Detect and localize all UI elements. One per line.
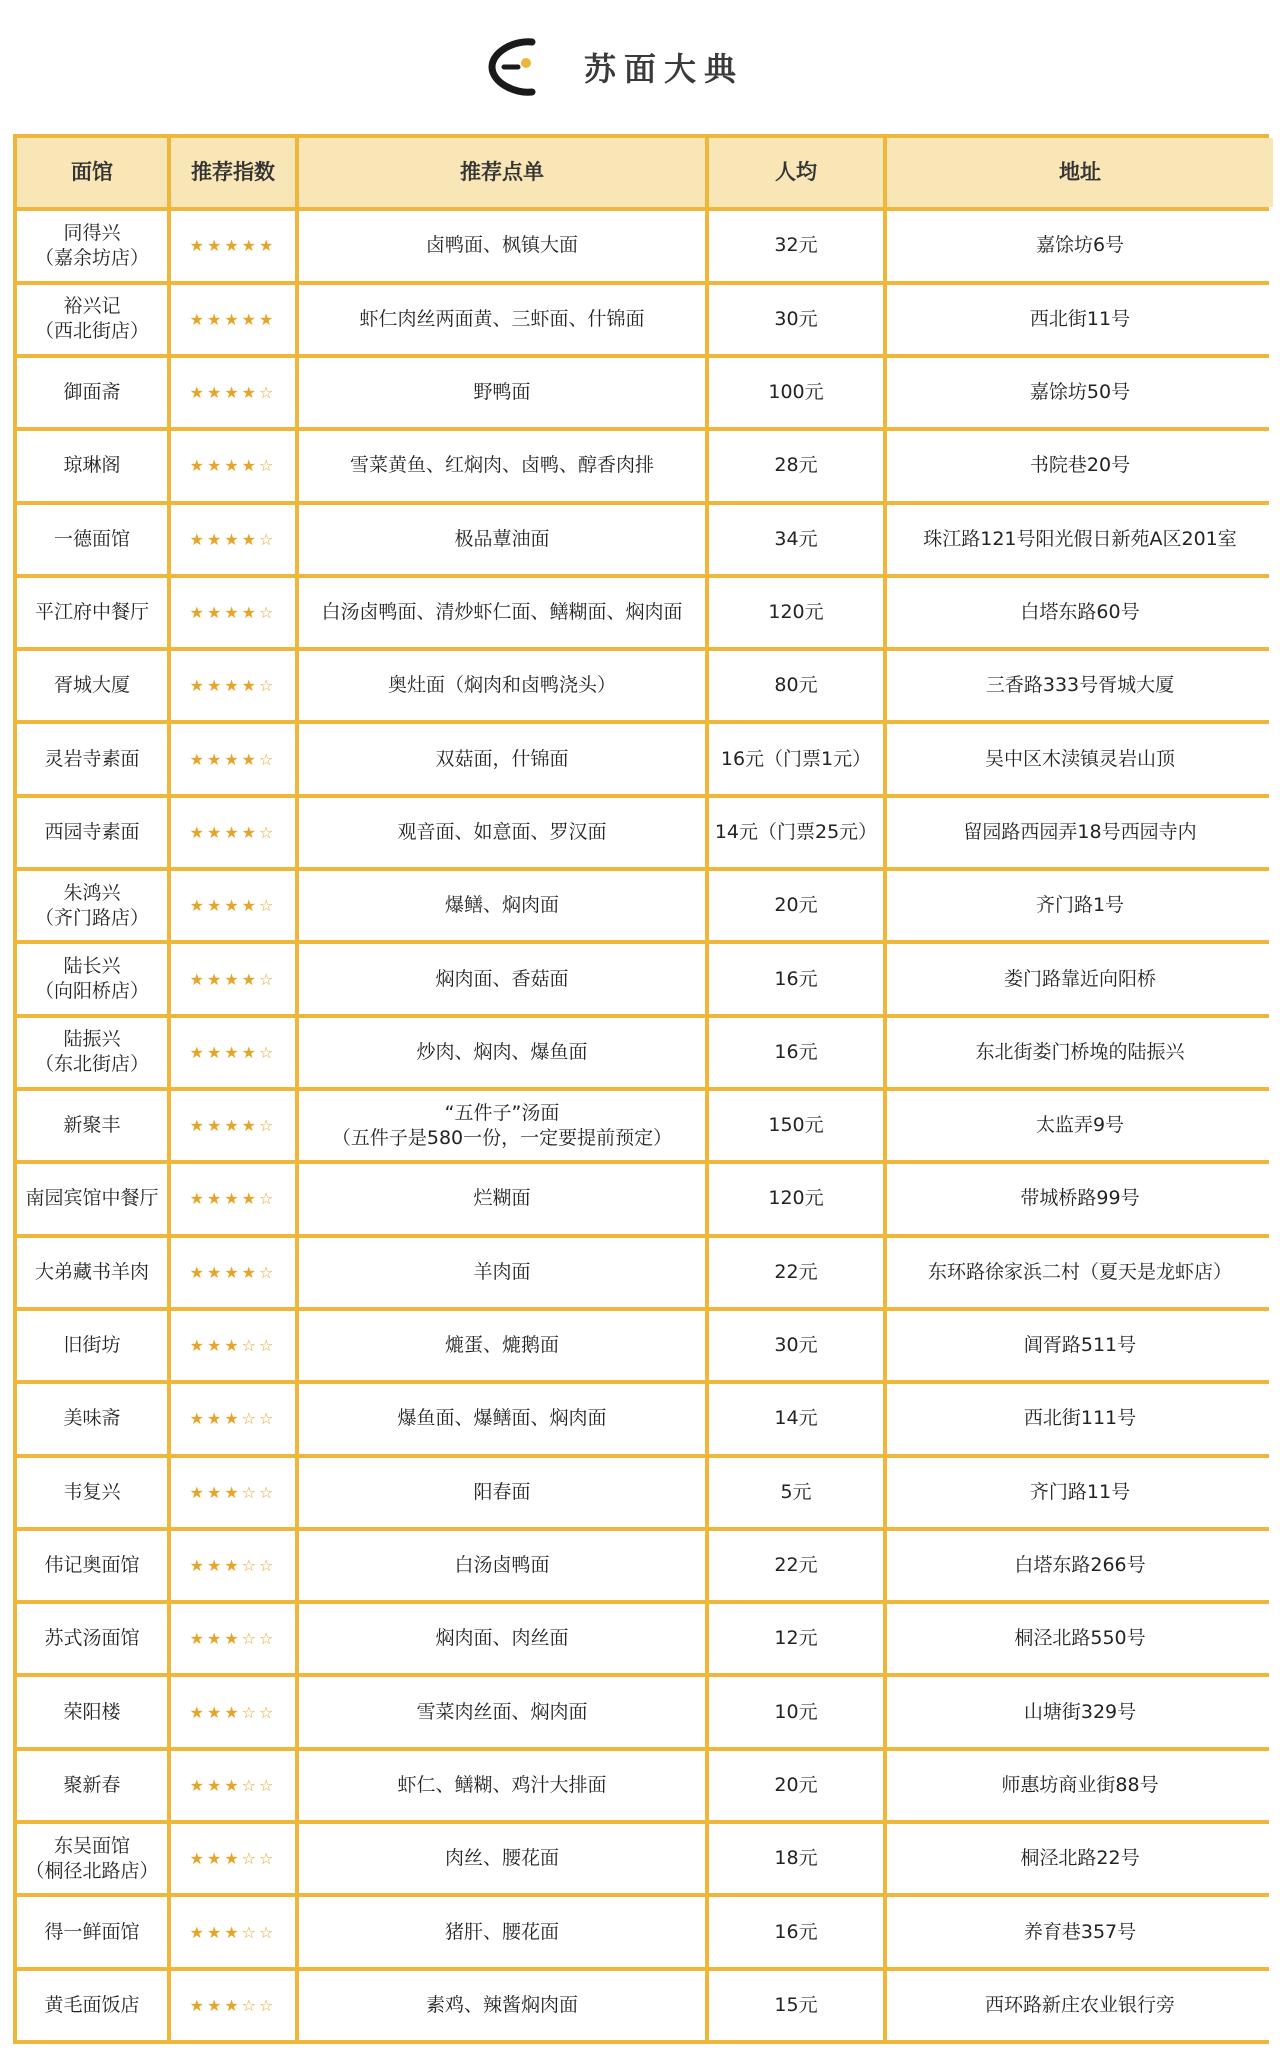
price-cell: 10元 [709,1677,883,1746]
dishes-cell [299,285,705,354]
price-cell: 22元 [709,1238,883,1307]
price-cell: 120元 [709,578,883,647]
shop-name-cell [17,724,167,793]
dishes: “五件子”汤面 [444,1101,560,1124]
rating-stars: ★★★★☆ [171,1164,295,1233]
address-cell: 白塔东路266号 [887,1531,1273,1600]
address-cell: 阊胥路511号 [887,1311,1273,1380]
price-cell: 14元 [709,1384,883,1453]
address-cell: 珠江路121号阳光假日新苑A区201室 [887,505,1273,574]
dishes-cell [299,1018,705,1087]
rating-stars: ★★★☆☆ [171,1971,295,2040]
dishes: 白汤卤鸭面 [454,1553,550,1576]
dishes: 羊肉面 [473,1260,531,1283]
shop-name: 朱鸿兴 [63,881,121,904]
dishes-cell [299,724,705,793]
dishes: 虾仁、鳝糊、鸡汁大排面 [397,1773,607,1796]
shop-name: 裕兴记 [63,295,121,318]
rating-stars: ★★★☆☆ [171,1384,295,1453]
rating-stars: ★★★☆☆ [171,1677,295,1746]
dishes-cell [299,1238,705,1307]
shop-name: 灵岩寺素面 [44,747,140,770]
price-cell: 22元 [709,1531,883,1600]
price-cell: 32元 [709,211,883,280]
dishes: 雪菜肉丝面、焖肉面 [416,1700,588,1723]
dishes: 虾仁肉丝两面黄、三虾面、什锦面 [359,307,645,330]
dishes-cell [299,431,705,500]
rating-stars: ★★★★☆ [171,1018,295,1087]
address-cell: 太监弄9号 [887,1091,1273,1160]
shop-name: 一德面馆 [53,527,130,550]
shop-name: 得一鲜面馆 [44,1920,140,1943]
rating-stars: ★★★☆☆ [171,1458,295,1527]
dishes-cell [299,1971,705,2040]
dishes: 熝蛋、熝鹅面 [444,1334,559,1357]
dishes: 奥灶面（焖肉和卤鸭浇头） [387,674,616,697]
dishes: 肉丝、腰花面 [444,1847,559,1870]
dishes-cell [299,578,705,647]
shop-name: 南园宾馆中餐厅 [25,1187,159,1210]
rating-stars: ★★★★☆ [171,724,295,793]
dishes-cell [299,1897,705,1966]
shop-name-cell [17,1677,167,1746]
shop-name-cell [17,1604,167,1673]
shop-name-cell [17,871,167,940]
dishes: 雪菜黄鱼、红焖肉、卤鸭、醇香肉排 [349,454,654,477]
dishes-cell [299,1458,705,1527]
shop-name-cell [17,1824,167,1893]
shop-name-cell [17,1238,167,1307]
dishes: 卤鸭面、枫镇大面 [425,234,578,257]
shop-name: 黄毛面饭店 [44,1993,140,2016]
shop-name: 同得兴 [63,221,121,244]
dishes-cell [299,1311,705,1380]
address-cell: 养育巷357号 [887,1897,1273,1966]
shop-name-cell [17,1164,167,1233]
shop-name: 琼琳阁 [63,454,121,477]
dishes-cell [299,651,705,720]
dishes: 焖肉面、香菇面 [435,967,569,990]
dishes: 阳春面 [473,1480,531,1503]
price-cell: 20元 [709,871,883,940]
price-cell: 14元（门票25元） [709,798,883,867]
price-cell: 16元（门票1元） [709,724,883,793]
shop-name-cell [17,211,167,280]
shop-name-cell [17,944,167,1013]
rating-stars: ★★★☆☆ [171,1311,295,1380]
price-cell: 5元 [709,1458,883,1527]
shop-name: 苏式汤面馆 [44,1627,140,1650]
address-cell: 吴中区木渎镇灵岩山顶 [887,724,1273,793]
shop-name: 陆长兴 [63,955,121,978]
dishes-cell [299,798,705,867]
price-cell: 16元 [709,1018,883,1087]
shop-name: 韦复兴 [63,1480,121,1503]
shop-name-cell [17,578,167,647]
address-cell: 齐门路1号 [887,871,1273,940]
price-cell: 34元 [709,505,883,574]
address-cell: 带城桥路99号 [887,1164,1273,1233]
dishes-cell [299,1677,705,1746]
dishes: 爆鱼面、爆鳝面、焖肉面 [397,1407,607,1430]
rating-stars: ★★★★☆ [171,1091,295,1160]
shop-name-cell [17,1458,167,1527]
fish-logo-icon [484,36,546,98]
rating-stars: ★★★★☆ [171,944,295,1013]
price-cell: 12元 [709,1604,883,1673]
header-address: 地址 [887,138,1273,207]
rating-stars: ★★★★☆ [171,358,295,427]
address-cell: 齐门路11号 [887,1458,1273,1527]
shop-name-cell [17,431,167,500]
address-cell: 西环路新庄农业银行旁 [887,1971,1273,2040]
address-cell: 桐泾北路550号 [887,1604,1273,1673]
rating-stars: ★★★★☆ [171,431,295,500]
rating-stars: ★★★★☆ [171,871,295,940]
rating-stars: ★★★★☆ [171,578,295,647]
dishes-cell [299,1164,705,1233]
shop-name-cell [17,798,167,867]
rating-stars: ★★★★☆ [171,798,295,867]
shop-name-cell [17,1531,167,1600]
noodle-table [13,134,1269,2044]
shop-name: 大弟藏书羊肉 [34,1260,149,1283]
dishes-note: （五件子是580一份，一定要提前预定） [331,1126,673,1149]
address-cell: 书院巷20号 [887,431,1273,500]
dishes: 爆鳝、焖肉面 [444,894,559,917]
dishes: 极品蕈油面 [454,527,550,550]
shop-name: 美味斋 [63,1407,121,1430]
rating-stars: ★★★☆☆ [171,1897,295,1966]
price-cell: 16元 [709,944,883,1013]
shop-name-cell [17,285,167,354]
shop-name-cell [17,1384,167,1453]
address-cell: 留园路西园弄18号西园寺内 [887,798,1273,867]
shop-name: 新聚丰 [63,1114,121,1137]
price-cell: 30元 [709,1311,883,1380]
dishes-cell [299,211,705,280]
rating-stars: ★★★☆☆ [171,1751,295,1820]
shop-name: 西园寺素面 [44,820,140,843]
page-title: 苏面大典 [584,50,745,88]
shop-name: 胥城大厦 [53,674,130,697]
shop-name: 荣阳楼 [63,1700,121,1723]
price-cell: 15元 [709,1971,883,2040]
shop-name: 伟记奥面馆 [44,1553,140,1576]
address-cell: 三香路333号胥城大厦 [887,651,1273,720]
price-cell: 100元 [709,358,883,427]
price-cell: 20元 [709,1751,883,1820]
shop-name-cell [17,1751,167,1820]
rating-stars: ★★★★★ [171,285,295,354]
price-cell: 28元 [709,431,883,500]
dishes-cell [299,944,705,1013]
dishes: 焖肉面、肉丝面 [435,1627,569,1650]
header-dishes: 推荐点单 [299,138,705,207]
shop-branch: （齐门路店） [34,906,149,929]
rating-stars: ★★★★☆ [171,505,295,574]
rating-stars: ★★★★☆ [171,651,295,720]
rating-stars: ★★★★★ [171,211,295,280]
address-cell: 山塘街329号 [887,1677,1273,1746]
dishes: 野鸭面 [473,381,531,404]
address-cell: 师惠坊商业街88号 [887,1751,1273,1820]
price-cell: 18元 [709,1824,883,1893]
address-cell: 东北街娄门桥堍的陆振兴 [887,1018,1273,1087]
header-rating: 推荐指数 [171,138,295,207]
price-cell: 150元 [709,1091,883,1160]
price-cell: 16元 [709,1897,883,1966]
dishes: 观音面、如意面、罗汉面 [397,820,607,843]
dishes-cell [299,1531,705,1600]
price-cell: 120元 [709,1164,883,1233]
rating-stars: ★★★☆☆ [171,1824,295,1893]
address-cell: 东环路徐家浜二村（夏天是龙虾店） [887,1238,1273,1307]
shop-name-cell [17,651,167,720]
dishes: 炒肉、焖肉、爆鱼面 [416,1040,588,1063]
rating-stars: ★★★☆☆ [171,1604,295,1673]
dishes-cell [299,1824,705,1893]
dishes-cell [299,505,705,574]
address-cell: 西北街11号 [887,285,1273,354]
shop-name: 旧街坊 [63,1334,121,1357]
header-price: 人均 [709,138,883,207]
price-cell: 30元 [709,285,883,354]
shop-branch: （桐径北路店） [25,1859,159,1882]
address-cell: 西北街111号 [887,1384,1273,1453]
shop-name-cell [17,1018,167,1087]
shop-name-cell [17,1311,167,1380]
rating-stars: ★★★☆☆ [171,1531,295,1600]
rating-stars: ★★★★☆ [171,1238,295,1307]
shop-name: 聚新春 [63,1773,121,1796]
shop-name: 御面斋 [63,381,121,404]
dishes: 猪肝、腰花面 [444,1920,559,1943]
dishes: 素鸡、辣酱焖肉面 [425,1993,578,2016]
address-cell: 白塔东路60号 [887,578,1273,647]
shop-name: 陆振兴 [63,1028,121,1051]
page-header [0,0,1280,130]
shop-name: 东吴面馆 [53,1834,130,1857]
address-cell: 桐泾北路22号 [887,1824,1273,1893]
shop-branch: （嘉余坊店） [34,246,149,269]
dishes-cell [299,1604,705,1673]
address-cell: 娄门路靠近向阳桥 [887,944,1273,1013]
dishes-cell [299,1091,705,1160]
shop-name-cell [17,505,167,574]
shop-name-cell [17,358,167,427]
shop-branch: （向阳桥店） [34,980,149,1003]
dishes-cell [299,1384,705,1453]
shop-branch: （东北街店） [34,1053,149,1076]
shop-name-cell [17,1897,167,1966]
dishes-cell [299,358,705,427]
dishes: 白汤卤鸭面、清炒虾仁面、鳝糊面、焖肉面 [321,600,683,623]
shop-branch: （西北街店） [34,320,149,343]
dishes-cell [299,1751,705,1820]
shop-name-cell [17,1971,167,2040]
address-cell: 嘉馀坊50号 [887,358,1273,427]
dishes: 双菇面，什锦面 [435,747,569,770]
shop-name-cell [17,1091,167,1160]
dishes-cell [299,871,705,940]
dishes: 烂糊面 [473,1187,531,1210]
address-cell: 嘉馀坊6号 [887,211,1273,280]
price-cell: 80元 [709,651,883,720]
header-shop: 面馆 [17,138,167,207]
shop-name: 平江府中餐厅 [34,600,149,623]
